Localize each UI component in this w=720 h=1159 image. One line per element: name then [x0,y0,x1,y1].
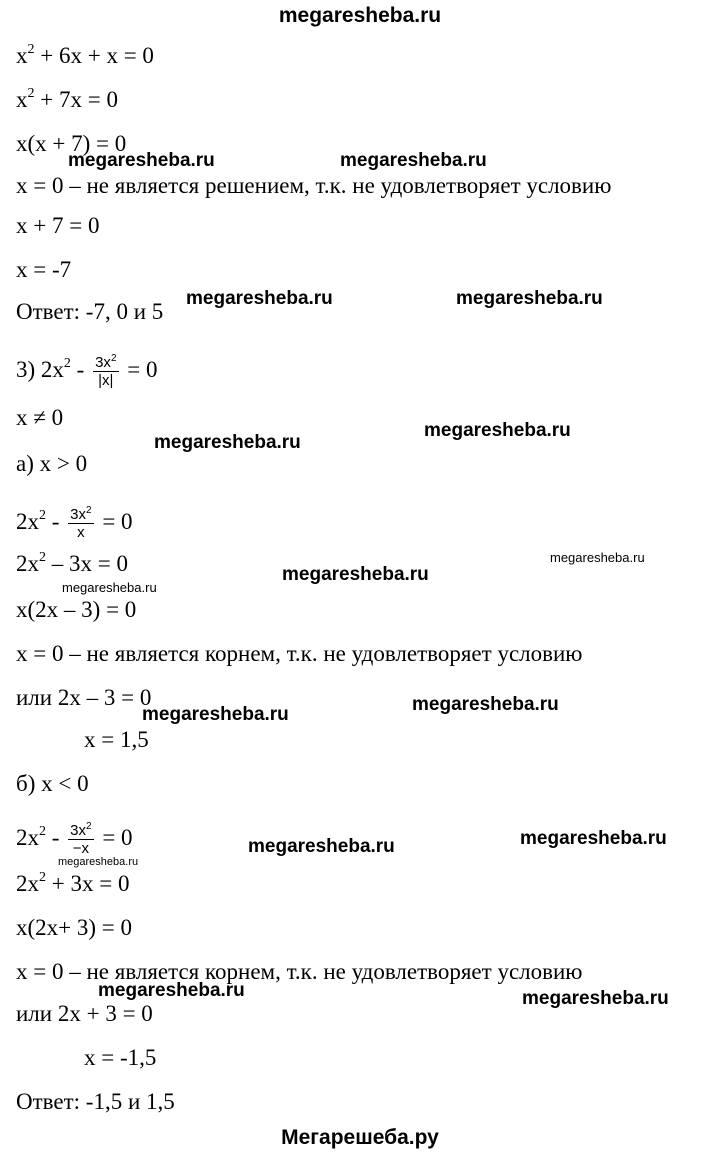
watermark: megaresheba.ru [58,856,139,868]
equation-line-2: $x^2 + 7x = 0$ [16,86,118,112]
statement-line-21: x = 0 – не является корнем, т.к. не удовлетворяет условию [16,959,583,984]
watermark: megaresheba.ru [456,288,603,309]
watermark: megaresheba.ru [62,580,157,595]
equation-line-6: x = -7 [16,257,72,282]
watermark: megaresheba.ru [68,150,215,171]
watermark: megaresheba.ru [154,432,301,453]
equation-line-20: x(2x+ 3) = 0 [16,915,133,940]
fraction: $\frac{3x^2}{|x|}$ [93,350,118,389]
equation-line-11: $2x^2$ - $\frac{3x^2}{x}$ = 0 [16,504,133,543]
watermark: megaresheba.ru [186,288,333,309]
equation-line-8: 3) $2x^2$ - $\frac{3x^2}{|x|}$ = 0 [16,352,157,391]
equation-line-9: x ≠ 0 [16,405,64,430]
equation-line-19: $2x^2 + 3x = 0$ [16,870,130,896]
watermark: megaresheba.ru [412,694,559,715]
answer-line-1: Ответ: -7, 0 и 5 [16,299,164,324]
equation-line-22: или 2x + 3 = 0 [16,1001,153,1026]
watermark: megaresheba.ru [98,980,245,1001]
site-footer: Мегарешеба.ру [281,1126,439,1149]
equation-line-13: x(2x – 3) = 0 [16,597,137,622]
site-header: megaresheba.ru [278,4,442,27]
watermark: megaresheba.ru [520,828,667,849]
case-a-label: а) x > 0 [16,451,88,476]
watermark: megaresheba.ru [522,988,669,1009]
equation-line-23: x = -1,5 [84,1045,157,1070]
equation-line-16: x = 1,5 [84,727,149,752]
watermark: megaresheba.ru [142,704,289,725]
watermark: megaresheba.ru [424,420,571,441]
equation-line-5: x + 7 = 0 [16,213,100,238]
watermark: megaresheba.ru [340,150,487,171]
equation-line-18: $2x^2$ - $\frac{3x^2}{-x}$ = 0 [16,820,133,859]
equation-line-3: x(x + 7) = 0 [16,131,127,156]
equation-line-12: $2x^2 - 3x = 0$ [16,550,128,576]
case-b-label: б) x < 0 [16,771,89,796]
watermark: megaresheba.ru [282,564,429,585]
watermark: megaresheba.ru [550,550,645,565]
equation-line-1: $x^2 + 6x + x = 0$ [16,42,154,68]
answer-line-2: Ответ: -1,5 и 1,5 [16,1089,175,1114]
statement-line-14: x = 0 – не является корнем, т.к. не удовлетворяет условию [16,641,583,666]
watermark: megaresheba.ru [248,836,395,857]
statement-line-4: x = 0 – не является решением, т.к. не удовлетворяет условию [16,173,612,198]
equation-line-15: или 2x – 3 = 0 [16,685,152,710]
fraction: $\frac{3x^2}{-x}$ [68,818,93,857]
fraction: $\frac{3x^2}{x}$ [68,502,93,541]
